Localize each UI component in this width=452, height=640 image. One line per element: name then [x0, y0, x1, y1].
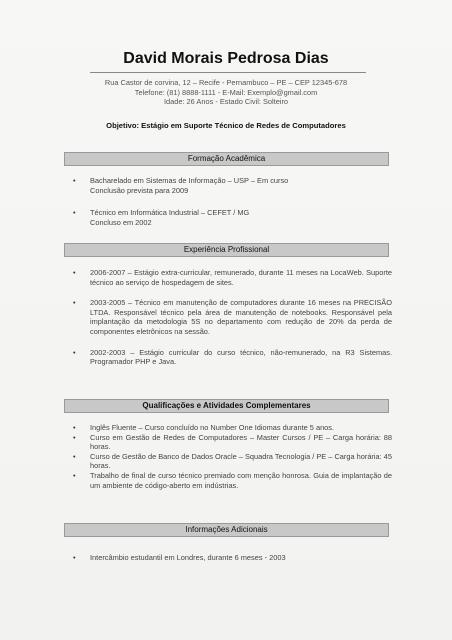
- list-item: [72, 433, 392, 452]
- section-header-formacao: Formação Acadêmica: [64, 152, 389, 166]
- age-status-line: Idade: 26 Anos - Estado Civil: Solteiro: [163, 97, 289, 107]
- list-item-text: • 2006-2007 – Estágio extra-curricular, remunerado, durante 11 meses na LocaWeb. Suporte técnico ao serviço de hospedagem de sites.: [90, 268, 392, 287]
- experiencia-list: [72, 268, 392, 367]
- section-header-experiencia: Experiência Profissional: [64, 243, 389, 257]
- informacoes-list: [72, 553, 392, 563]
- list-item: [72, 423, 392, 433]
- formacao-list: [72, 176, 392, 227]
- section-header-qualificacoes: Qualificações e Atividades Complementares: [64, 399, 389, 413]
- address-line: Rua Castor de corvina, 12 – Recife - Pernambuco – PE – CEP 12345-678: [104, 78, 348, 87]
- qualificacoes-list: [72, 423, 392, 490]
- list-item-text: • Curso de Gestão de Banco de Dados Oracle – Squadra Tecnologia / PE – Carga horária: 45 horas.: [90, 451, 392, 471]
- list-item-text: • 2003-2005 – Técnico em manutenção de computadores durante 16 meses na PRECISÃO LTDA. Responsável técnico pela área de manutenção de notebooks. Responsável pela implantação da metodologia 5S no departamento com redução de 20% da perda de componentes eletrônicos na sessão.: [90, 298, 392, 336]
- list-item: [72, 298, 392, 336]
- list-item: [72, 348, 392, 367]
- list-item-text: • Trabalho de final de curso técnico premiado com menção honrosa. Guia de implantação de um ambiente de código-aberto em indústrias.: [90, 470, 392, 490]
- list-item: [72, 268, 392, 287]
- contact-block: [0, 78, 452, 107]
- list-item: [72, 176, 392, 195]
- list-item: [72, 553, 392, 563]
- section-header-informacoes: Informações Adicionais: [64, 523, 389, 537]
- list-item: [72, 452, 392, 471]
- list-item-text: • Intercâmbio estudantil em Londres, durante 6 meses - 2003: [90, 553, 286, 562]
- phone-email-line: Telefone: (81) 8888-1111 - E-Mail: Exemplo@gmail.com: [134, 87, 318, 97]
- list-item: [72, 471, 392, 490]
- list-item-text: • Curso em Gestão de Redes de Computadores – Master Cursos / PE – Carga horária: 88 horas.: [90, 432, 392, 452]
- list-item-line: • Bacharelado em Sistemas de Informação – USP – Em curso: [90, 176, 289, 185]
- list-item-text: • Inglês Fluente – Curso concluído no Number One Idiomas durante 5 anos.: [90, 423, 335, 432]
- list-item-text: • 2002-2003 – Estágio curricular do curso técnico, não-remunerado, na R3 Sistemas. Programador PHP e Java.: [90, 347, 392, 367]
- name-divider: [90, 72, 366, 73]
- objective-line: Objetivo: Estágio em Suporte Técnico de Redes de Computadores: [106, 121, 346, 130]
- list-item: [72, 208, 392, 227]
- list-item-line: Conclusão prevista para 2009: [90, 185, 189, 195]
- candidate-name: David Morais Pedrosa Dias: [123, 50, 329, 67]
- list-item-line: Concluso em 2002: [90, 217, 152, 227]
- list-item-line: • Técnico em Informática Industrial – CEFET / MG: [90, 208, 250, 218]
